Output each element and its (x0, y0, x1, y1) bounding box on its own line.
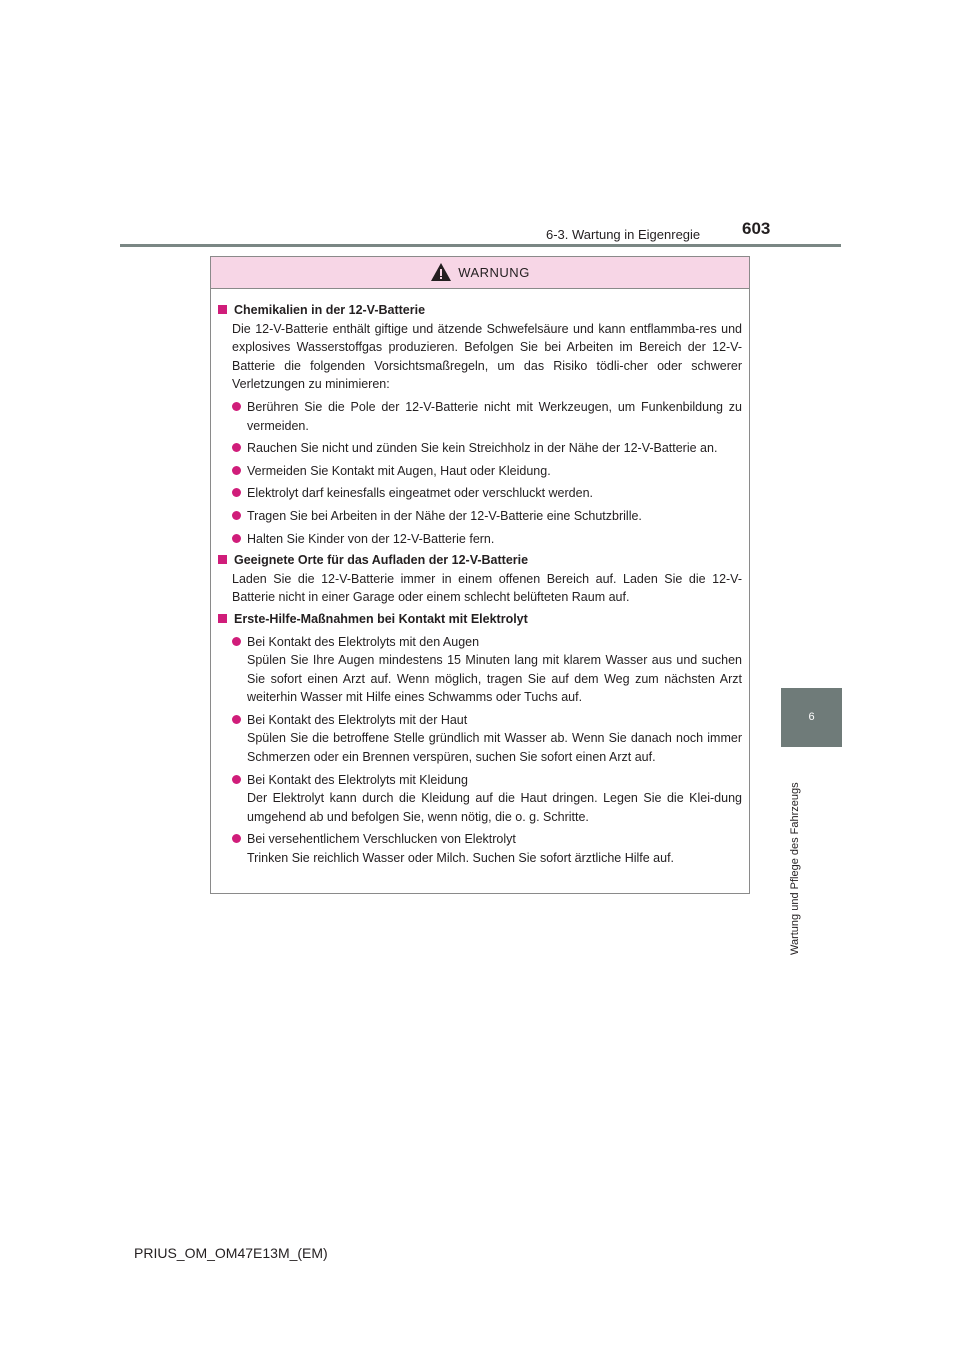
list-item-text: Trinken Sie reichlich Wasser oder Milch. Suchen Sie sofort ärztliche Hilfe auf. (247, 851, 675, 866)
chapter-tab-number: 6 (808, 711, 815, 723)
chapter-side-label (786, 755, 806, 955)
round-bullet-icon (232, 715, 241, 724)
round-bullet-icon (232, 775, 241, 784)
list-item (218, 711, 742, 767)
list-item: Berühren Sie die Pole der 12-V-Batterie nicht mit Werkzeugen, um Funkenbildung zu vermeiden. (218, 398, 742, 435)
list-item: Tragen Sie bei Arbeiten in der Nähe der 12-V-Batterie eine Schutzbrille. (218, 507, 742, 526)
warning-box (210, 256, 750, 894)
list-item-heading: Bei versehentlichem Verschlucken von Elektrolyt (247, 832, 516, 847)
header-rule (120, 244, 841, 247)
list-item-text: Spülen Sie die betroffene Stelle gründlich mit Wasser ab. Wenn Sie danach noch immer Schmerzen oder ein Brennen verspüren, suchen Sie sofort einen Arzt auf. (247, 731, 742, 765)
square-bullet-icon (218, 614, 227, 623)
list-item-text: Spülen Sie Ihre Augen mindestens 15 Minuten lang mit klarem Wasser aus und suchen Sie sofort einen Arzt auf. Wenn möglich, tragen Sie auf dem Weg zum nächsten Arzt weiterhin Wasser mit Hilfe eines Schwamms oder Tuchs auf. (247, 653, 742, 705)
chapter-tab (781, 688, 842, 747)
list-item-heading: Bei Kontakt des Elektrolyts mit den Augen (247, 634, 480, 649)
list-item (218, 633, 742, 707)
list-item: Vermeiden Sie Kontakt mit Augen, Haut oder Kleidung. (218, 462, 742, 481)
warning-body (211, 289, 749, 868)
header-section-title: 6-3. Wartung in Eigenregie (546, 227, 701, 242)
list-item: Elektrolyt darf keinesfalls eingeatmet oder verschluckt werden. (218, 484, 742, 503)
warning-triangle-icon (430, 262, 452, 282)
warning-title: WARNUNG (458, 265, 530, 280)
list-item: Rauchen Sie nicht und zünden Sie kein Streichholz in der Nähe der 12-V-Batterie an. (218, 439, 742, 458)
chapter-side-label-text: Wartung und Pflege des Fahrzeugs (789, 782, 801, 955)
footer-doc-code: PRIUS_OM_OM47E13M_(EM) (134, 1245, 328, 1261)
warning-header (211, 257, 749, 289)
round-bullet-icon (232, 534, 241, 543)
list-item (218, 830, 742, 867)
round-bullet-icon (232, 511, 241, 520)
section-title: Geeignete Orte für das Aufladen der 12-V-Batterie (218, 551, 742, 570)
section-paragraph: Laden Sie die 12-V-Batterie immer in einem offenen Bereich auf. Laden Sie die 12-V-Batterie nicht in einer Garage oder einem schlecht belüfteten Raum auf. (232, 571, 742, 605)
list-item-heading: Bei Kontakt des Elektrolyts mit der Haut (247, 712, 468, 727)
section-title: Chemikalien in der 12-V-Batterie (218, 301, 742, 320)
round-bullet-icon (232, 834, 241, 843)
list-item-text: Der Elektrolyt kann durch die Kleidung auf die Haut dringen. Legen Sie die Klei-dung umgehend ab und befolgen Sie, wenn nötig, die o. g. Schritte. (247, 791, 742, 824)
round-bullet-icon (232, 637, 241, 646)
square-bullet-icon (218, 555, 227, 564)
round-bullet-icon (232, 488, 241, 497)
square-bullet-icon (218, 305, 227, 314)
page-number: 603 (742, 219, 771, 238)
round-bullet-icon (232, 402, 241, 411)
round-bullet-icon (232, 443, 241, 452)
list-item (218, 771, 742, 827)
list-item: Halten Sie Kinder von der 12-V-Batterie fern. (218, 530, 742, 549)
list-item-heading: Bei Kontakt des Elektrolyts mit Kleidung (247, 772, 468, 787)
section-paragraph: Die 12-V-Batterie enthält giftige und ätzende Schwefelsäure und kann entflammba-res und explosives Wasserstoffgas produzieren. Befolgen Sie bei Arbeiten im Bereich der 12-V-Batterie die folgenden Vorsichtsmaßregeln, um das Risiko tödli-cher oder schwerer Verletzungen zu minimieren: (232, 321, 742, 392)
round-bullet-icon (232, 466, 241, 475)
section-title: Erste-Hilfe-Maßnahmen bei Kontakt mit Elektrolyt (218, 610, 742, 629)
